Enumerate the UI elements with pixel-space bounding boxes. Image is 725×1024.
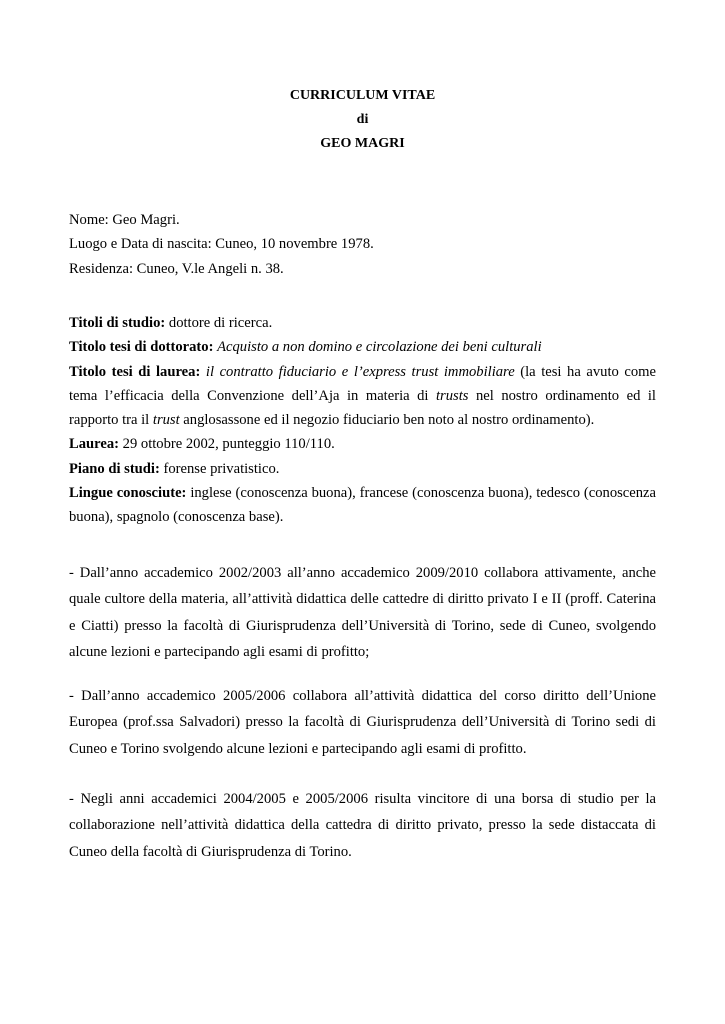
phd-thesis-line [69, 335, 656, 359]
languages-paragraph [69, 481, 656, 530]
phd-thesis-title: Acquisto a non domino e circolazione dei beni culturali [217, 339, 542, 356]
degree-thesis-title: il contratto fiduciario e l’express trust immobiliare [205, 363, 515, 380]
graduation-label: Laurea: [69, 436, 119, 453]
degree-thesis-paragraph [69, 360, 656, 433]
person-name-heading: GEO MAGRI [320, 136, 405, 151]
study-plan-label: Piano di studi: [69, 460, 160, 477]
education-section [69, 311, 656, 530]
experience-paragraph-1: - Dall’anno accademico 2002/2003 all’anno accademico 2009/2010 collabora attivamente, anche quale cultore della materia, all’attività didattica delle cattedre di diritto privato I e II (proff. Caterina e Ciatti) presso la facoltà di Giurisprudenza dell’Università di Torino, sede di Cuneo, svolgendo alcune lezioni e partecipando agli esami di profitto; [69, 565, 656, 661]
experience-paragraph-2: - Dall’anno accademico 2005/2006 collabora all’attività didattica del corso diritto dell’Unione Europea (prof.ssa Salvadori) presso la facoltà di Giurisprudenza dell’Università di Torino sedi di Cuneo e Torino svolgendo alcune lezioni e partecipando agli esami di profitto. [69, 688, 656, 757]
study-plan-line [69, 457, 656, 481]
name-line: Nome: Geo Magri. [69, 212, 180, 228]
languages-label: Lingue conosciute: [69, 485, 187, 502]
degree-title-value: dottore di ricerca. [165, 315, 273, 331]
phd-thesis-label: Titolo tesi di dottorato: [69, 339, 214, 356]
degree-title-line [69, 311, 656, 335]
degree-thesis-trusts: trusts [436, 387, 469, 404]
document-header [0, 84, 725, 156]
languages-value: inglese (conoscenza buona), francese (conoscenza buona), tedesco (conoscenza buona), spagnolo (conoscenza base). [69, 485, 657, 526]
degree-thesis-trust: trust [152, 412, 180, 429]
residence-line: Residenza: Cuneo, V.le Angeli n. 38. [69, 260, 284, 277]
degree-title-label: Titoli di studio: [69, 315, 166, 331]
experience-paragraph-3: - Negli anni accademici 2004/2005 e 2005/2006 risulta vincitore di una borsa di studio per la collaborazione nell’attività didattica della cattedra di diritto privato, presso la sede distaccata di Cuneo della facoltà di Giurisprudenza di Torino. [69, 791, 656, 860]
degree-thesis-label: Titolo tesi di laurea: [69, 363, 201, 380]
graduation-line [69, 432, 656, 456]
personal-info-section [69, 208, 656, 281]
document-title: CURRICULUM VITAE [289, 88, 436, 103]
degree-thesis-desc-1: (la tesi ha avuto come tema l’efficacia della Convenzione dell’Aja in materia di [69, 363, 656, 404]
degree-thesis-desc-3: anglosassone ed il negozio fiduciario ben noto al nostro ordinamento). [179, 412, 595, 429]
graduation-value: 29 ottobre 2002, punteggio 110/110. [119, 436, 335, 453]
birth-line: Luogo e Data di nascita: Cuneo, 10 novembre 1978. [69, 236, 374, 253]
study-plan-value: forense privatistico. [159, 460, 280, 477]
degree-thesis-desc-2: nel nostro ordinamento ed il rapporto tra il [69, 387, 656, 429]
title-connector: di [356, 112, 369, 127]
